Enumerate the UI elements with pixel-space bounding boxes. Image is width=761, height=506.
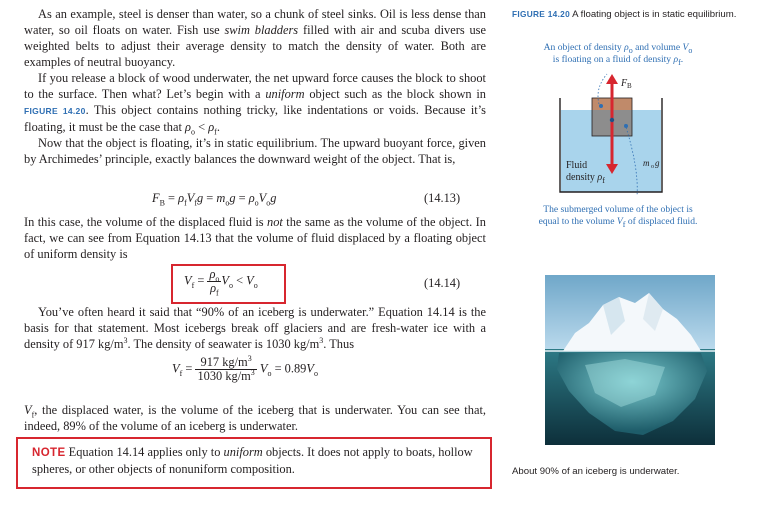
iceberg-equation: $V_f$ = $\frac{917 kg/m^3}{1030 kg/m^3}$ $V_o = 0.89V_o$ xyxy=(172,353,318,383)
paragraph-3: Now that the object is floating, it’s in static equilibrium. The upward buoyant force, given by Archimedes’ principle, exactly balances the downward weight of the object. That is, xyxy=(24,136,486,166)
equation-14-14: $V_f$ = $\frac{\rho_o}{\rho_f}$ $V_o < V_o$ xyxy=(184,267,258,298)
photo-caption: About 90% of an iceberg is underwater. xyxy=(512,466,680,477)
note-label: NOTE xyxy=(32,447,66,459)
equation-number-14-14: (14.14) xyxy=(424,276,461,290)
buoyant-force-arrowhead xyxy=(606,74,618,84)
svg-text:o: o xyxy=(651,164,654,170)
figure-caption: FIGURE 14.20 A floating object is in static equilibrium. xyxy=(512,9,737,20)
figure-annotation-bottom: The submerged volume of the object is equal to the volume $V_f$ of displaced fluid. xyxy=(538,204,698,229)
paragraph-4-block xyxy=(24,214,486,262)
paragraph-6-block xyxy=(24,402,486,434)
iceberg-photo xyxy=(545,275,715,445)
figure-14-20 xyxy=(512,8,744,21)
main-text-column xyxy=(24,6,486,167)
svg-text:F: F xyxy=(621,78,628,89)
paragraph-6: $V_f$, the displaced water, is the volume of the iceberg that is underwater. You can see that, indeed, 89% of the volume of an iceberg is underwater. xyxy=(24,403,486,433)
svg-text:g: g xyxy=(655,158,660,168)
center-point xyxy=(610,118,614,122)
paragraph-2: If you release a block of wood underwater, the net upward force causes the block to shoot to the surface. Then what? Let’s begin with a uniform object such as the block shown in FIGURE 14.20. This object contains nothing tricky, like indentations or voids. Because it’s floating, it must be the case that $\rho_o < \rho_f$. xyxy=(24,71,487,137)
note-text: NOTE Equation 14.14 applies only to uniform objects. It does not apply to boats, hollow spheres, or other objects of nonuniform composition. xyxy=(32,445,473,476)
fluid-label: Fluid density $\rho_f$ xyxy=(566,160,605,185)
figure-reference[interactable]: FIGURE 14.20 xyxy=(24,106,86,116)
equation-number-14-13: (14.13) xyxy=(424,191,461,205)
figure-label: FIGURE 14.20 xyxy=(512,9,571,19)
paragraph-5-block xyxy=(24,304,486,352)
svg-text:m: m xyxy=(643,158,650,168)
paragraph-1: As an example, steel is denser than water, so a chunk of steel sinks. Oil is less dense than water, so oil floats on water. Fish use swim bladders filled with air and scuba divers use weighted belts to adjust their average density to match the density of water. Both are examples of neutral buoyancy. xyxy=(24,7,486,69)
svg-text:B: B xyxy=(627,82,632,90)
equation-14-13: $F_B = \rho_fV_fg = m_og = \rho_oV_og$ xyxy=(152,191,277,208)
paragraph-4: In this case, the volume of the displaced fluid is not the same as the volume of the object. In fact, we can see from Equation 14.13 that the volume of fluid displaced by a floating object of uniform density is xyxy=(24,215,486,261)
paragraph-5: You’ve often heard it said that “90% of an iceberg is underwater.” Equation 14.14 is the basis for that statement. Most icebergs break off glaciers and are fresh-water ice with a density of 917 $kg/m^3$. The density of seawater is 1030 $kg/m^3$. Thus xyxy=(24,305,486,351)
figure-annotation-top: An object of density $\rho_o$ and volume $V_o$ is floating on a fluid of density $\rho_f$. xyxy=(543,42,693,67)
